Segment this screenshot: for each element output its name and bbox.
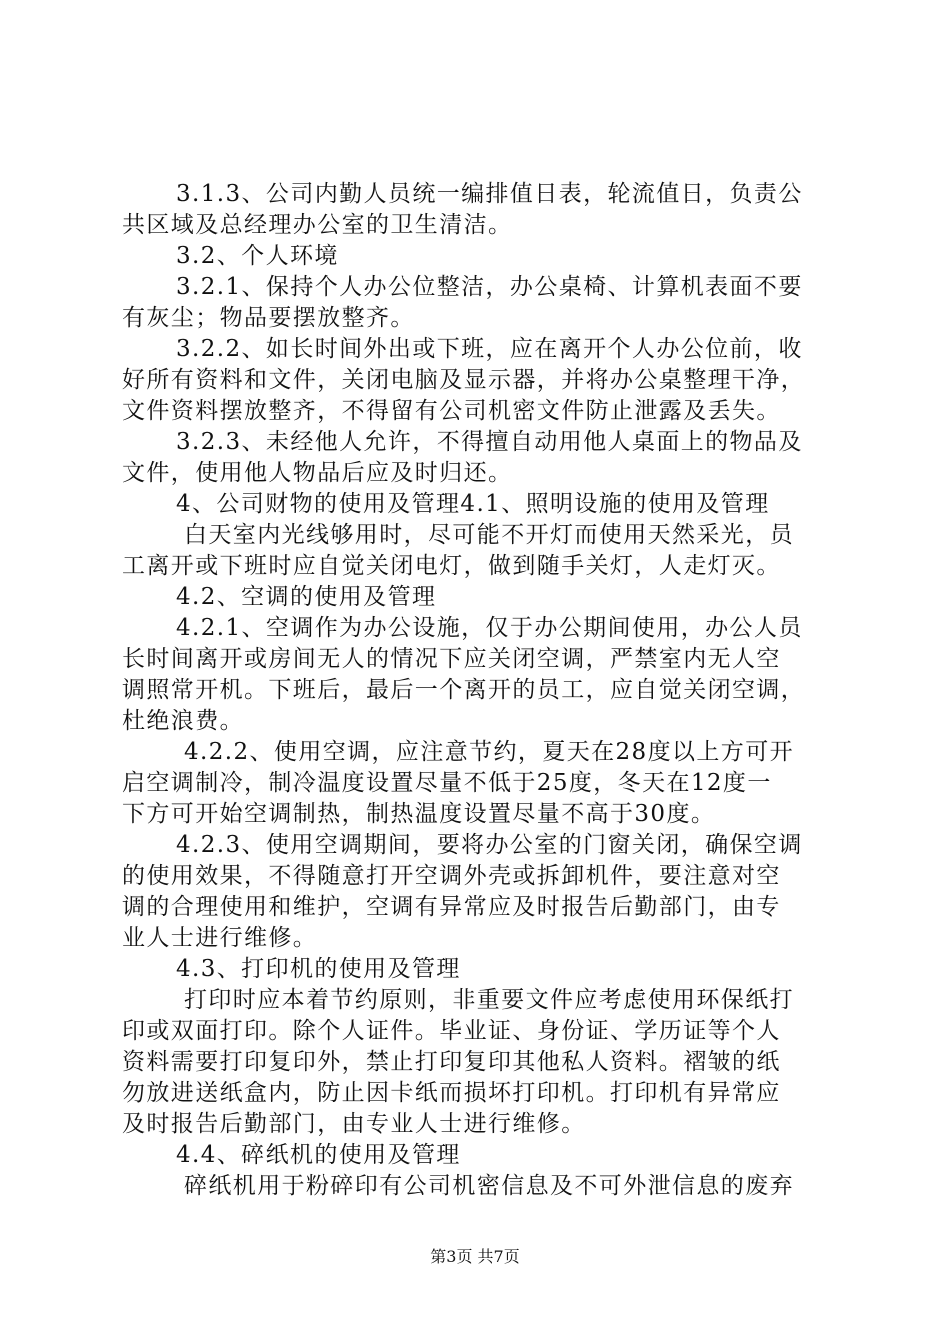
text-line: 3.2.3、未经他人允许，不得擅自动用他人桌面上的物品及 bbox=[176, 429, 803, 455]
text-line: 调照常开机。下班后，最后一个离开的员工，应自觉关闭空调， bbox=[122, 677, 806, 703]
text-line: 共区域及总经理办公室的卫生清洁。 bbox=[122, 212, 513, 238]
section-heading: 4.4、碎纸机的使用及管理 bbox=[176, 1142, 461, 1168]
text-line: 调的合理使用和维护，空调有异常应及时报告后勤部门，由专 bbox=[122, 894, 781, 920]
section-heading: 3.2、个人环境 bbox=[176, 243, 339, 269]
text-line: 长时间离开或房间无人的情况下应关闭空调，严禁室内无人空 bbox=[122, 646, 781, 672]
text-line: 印或双面打印。除个人证件。毕业证、身份证、学历证等个人 bbox=[122, 1018, 781, 1044]
text-line: 4.2.3、使用空调期间，要将办公室的门窗关闭，确保空调 bbox=[176, 832, 803, 858]
text-line: 有灰尘；物品要摆放整齐。 bbox=[122, 305, 415, 331]
text-line: 打印时应本着节约原则，非重要文件应考虑使用环保纸打 bbox=[184, 987, 794, 1013]
page-number-footer: 第3页 共7页 bbox=[430, 1247, 520, 1266]
section-heading: 4.3、打印机的使用及管理 bbox=[176, 956, 461, 982]
text-line: 杜绝浪费。 bbox=[122, 708, 244, 734]
text-line: 勿放进送纸盒内，防止因卡纸而损坏打印机。打印机有异常应 bbox=[122, 1080, 781, 1106]
text-line: 的使用效果，不得随意打开空调外壳或拆卸机件，要注意对空 bbox=[122, 863, 781, 889]
text-line: 业人士进行维修。 bbox=[122, 925, 318, 951]
section-heading: 4、公司财物的使用及管理4.1、照明设施的使用及管理 bbox=[176, 491, 770, 517]
text-line: 下方可开始空调制热，制热温度设置尽量不高于30度。 bbox=[122, 801, 716, 827]
text-line: 碎纸机用于粉碎印有公司机密信息及不可外泄信息的废弃 bbox=[184, 1173, 794, 1199]
section-heading: 4.2、空调的使用及管理 bbox=[176, 584, 437, 610]
text-line: 好所有资料和文件，关闭电脑及显示器，并将办公桌整理干净， bbox=[122, 367, 806, 393]
text-line: 4.2.1、空调作为办公设施，仅于办公期间使用，办公人员 bbox=[176, 615, 803, 641]
text-line: 3.1.3、公司内勤人员统一编排值日表，轮流值日，负责公 bbox=[176, 181, 803, 207]
text-line: 资料需要打印复印外，禁止打印复印其他私人资料。褶皱的纸 bbox=[122, 1049, 781, 1075]
text-line: 3.2.1、保持个人办公位整洁，办公桌椅、计算机表面不要 bbox=[176, 274, 803, 300]
text-line: 3.2.2、如长时间外出或下班，应在离开个人办公位前，收 bbox=[176, 336, 803, 362]
text-line: 4.2.2、使用空调，应注意节约，夏天在28度以上方可开 bbox=[184, 739, 794, 765]
text-line: 及时报告后勤部门，由专业人士进行维修。 bbox=[122, 1111, 586, 1137]
text-line: 工离开或下班时应自觉关闭电灯，做到随手关灯，人走灯灭。 bbox=[122, 553, 781, 579]
text-line: 文件，使用他人物品后应及时归还。 bbox=[122, 460, 513, 486]
text-line: 启空调制冷，制冷温度设置尽量不低于25度，冬天在12度一 bbox=[122, 770, 772, 796]
text-line: 白天室内光线够用时，尽可能不开灯而使用天然采光，员 bbox=[184, 522, 794, 548]
text-line: 文件资料摆放整齐，不得留有公司机密文件防止泄露及丢失。 bbox=[122, 398, 781, 424]
